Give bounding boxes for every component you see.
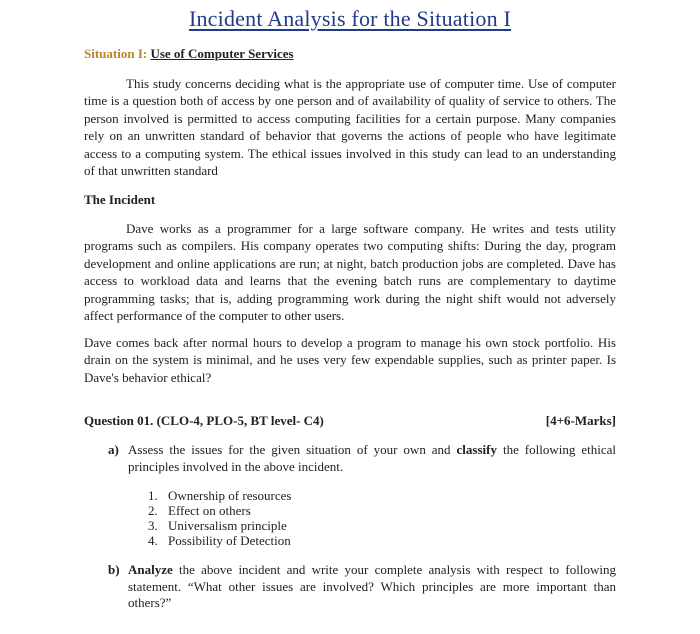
part-b-text-after: the above incident and write your complete analysis with respect to following statement. “What other issues are involved? Which principles are more important than others?” xyxy=(128,562,616,610)
situation-heading xyxy=(84,46,294,62)
list-item xyxy=(148,518,291,533)
list-item-label: Possibility of Detection xyxy=(168,533,291,548)
list-item-number: 4. xyxy=(148,533,158,548)
intro-paragraph: This study concerns deciding what is the appropriate use of computer time. Use of computer time is a question both of access by one person and of availability of quality of service to others. The person involved is permitted to access computing facilities for a certain purpose. Many companies rely on an unwritten standard of behavior that governs the actions of people who have legitimate access to a computing system. The ethical issues involved in this study can lead to an understanding of that unwritten standard xyxy=(84,76,616,179)
situation-name: Use of Computer Services xyxy=(150,46,294,61)
part-a-text xyxy=(128,442,616,475)
question-part-b xyxy=(108,562,616,612)
part-a-letter: a) xyxy=(108,442,119,457)
situation-label: Situation I: xyxy=(84,46,148,61)
document-title: Incident Analysis for the Situation I xyxy=(188,6,512,31)
list-item-number: 1. xyxy=(148,488,158,503)
part-b-letter: b) xyxy=(108,562,120,577)
list-item-label: Universalism principle xyxy=(168,518,287,533)
incident-paragraph-1: Dave works as a programmer for a large software company. He writes and tests utility programs such as compilers. His company operates two computing shifts: During the day, program development and online applications are run; at night, batch production jobs are completed. Dave has access to workload data and learns that the evening batch runs are complementary to daytime programming tasks; that is, adding programming work during the night shift would not adversely affect performance of the computer to other users. xyxy=(84,221,616,324)
list-item-label: Effect on others xyxy=(168,503,251,518)
list-item xyxy=(148,533,291,548)
principles-list xyxy=(148,488,291,548)
question-part-a xyxy=(108,442,616,475)
incident-heading: The Incident xyxy=(84,192,156,207)
list-item-label: Ownership of resources xyxy=(168,488,292,503)
question-heading xyxy=(84,413,616,429)
question-label: Question 01. (CLO-4, PLO-5, BT level- C4) xyxy=(84,413,324,428)
part-a-text-after: the following ethical principles involved in the above incident. xyxy=(128,442,616,474)
incident-paragraph-2: Dave comes back after normal hours to develop a program to manage his own stock portfolio. His drain on the system is minimal, and he uses very few expendable supplies, such as printer paper. Is Dave's behavior ethical? xyxy=(84,335,616,385)
part-b-text xyxy=(128,562,616,612)
list-item-number: 3. xyxy=(148,518,158,533)
part-a-text-before: Assess the issues for the given situation of your own and xyxy=(128,442,457,457)
part-b-emphasis: Analyze xyxy=(128,562,173,577)
list-item-number: 2. xyxy=(148,503,158,518)
list-item xyxy=(148,503,291,518)
question-marks: [4+6-Marks] xyxy=(545,413,616,428)
part-a-emphasis: classify xyxy=(456,442,497,457)
list-item xyxy=(148,488,291,503)
